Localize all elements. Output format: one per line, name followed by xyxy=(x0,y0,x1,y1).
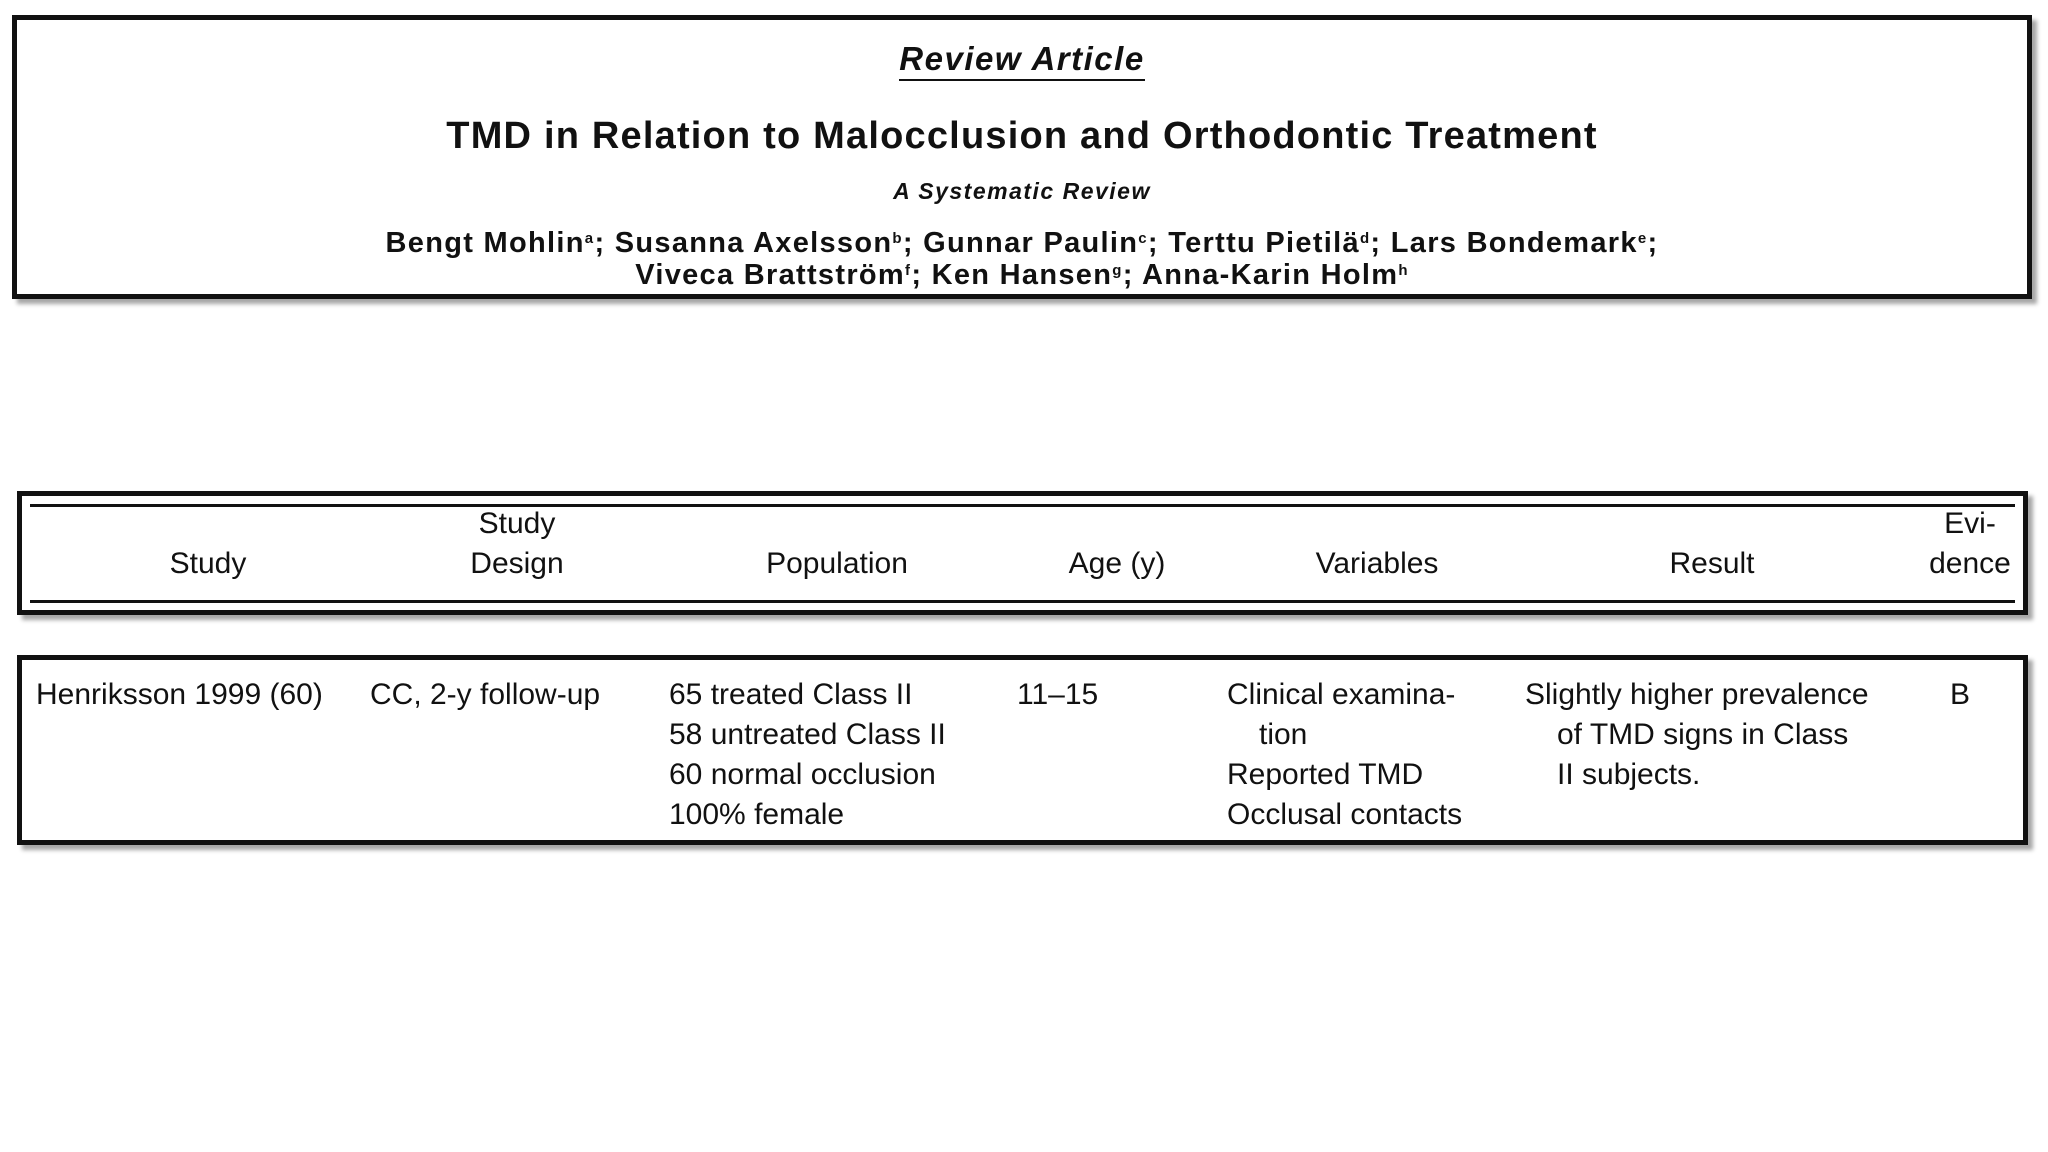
cell-age: 11–15 xyxy=(1017,678,1099,711)
author-affiliation: d xyxy=(1359,230,1371,247)
author-list xyxy=(17,227,2027,291)
column-header-variables: Variables xyxy=(1315,547,1439,580)
header-rule-top xyxy=(30,504,2015,507)
author-affiliation: f xyxy=(905,262,912,279)
author-affiliation: c xyxy=(1138,230,1148,247)
column-header-design: Study Design xyxy=(470,507,564,580)
header-rule-bottom xyxy=(30,600,2015,603)
section-label: Review Article xyxy=(17,40,2027,78)
author-affiliation: a xyxy=(584,230,595,247)
cell-design: CC, 2-y follow-up xyxy=(370,678,601,711)
article-subtitle: A Systematic Review xyxy=(893,178,1151,204)
cell-result: Slightly higher prevalence of TMD signs in Class II subjects. xyxy=(1525,678,1869,791)
cell-study: Henriksson 1999 (60) xyxy=(36,678,323,711)
author-name: Susanna Axelsson xyxy=(614,227,893,259)
cell-variables: Clinical examina- tion Reported TMD Occlusal contacts xyxy=(1227,678,1463,831)
author-name: Bengt Mohlin xyxy=(385,227,585,259)
author-name: Anna-Karin Holm xyxy=(1141,259,1399,291)
cell-population: 65 treated Class II 58 untreated Class II 60 normal occlusion 100% female xyxy=(669,678,946,831)
author-name: Lars Bondemark xyxy=(1390,227,1638,259)
table-row xyxy=(17,655,2028,845)
column-header-population: Population xyxy=(766,547,908,580)
author-name: Terttu Pietilä xyxy=(1168,227,1360,259)
author-affiliation: g xyxy=(1112,262,1123,279)
table-header xyxy=(17,491,2028,615)
column-header-evidence: Evi- dence xyxy=(1929,507,2011,580)
author-name: Ken Hansen xyxy=(931,259,1113,291)
author-affiliation: e xyxy=(1637,230,1648,247)
column-header-result: Result xyxy=(1669,547,1755,580)
author-affiliation: b xyxy=(892,230,903,247)
column-header-study: Study xyxy=(169,547,247,580)
cell-evidence: B xyxy=(1950,678,1971,711)
article-header xyxy=(12,15,2032,299)
author-line-2: Viveca Brattström$^f$; Ken Hansen$^g$; Anna-Karin Holm$^h$ xyxy=(635,259,1409,291)
article-title: TMD in Relation to Malocclusion and Orthodontic Treatment xyxy=(446,115,1598,157)
author-affiliation: h xyxy=(1398,262,1409,279)
author-name: Viveca Brattström xyxy=(635,259,906,291)
author-line-1: Bengt Mohlin$^a$; Susanna Axelsson$^b$; Gunnar Paulin$^c$; Terttu Pietilä$^d$; Lars Bondemark$^e$; xyxy=(385,227,1659,259)
column-header-age: Age (y) xyxy=(1068,547,1166,580)
author-name: Gunnar Paulin xyxy=(923,227,1139,259)
